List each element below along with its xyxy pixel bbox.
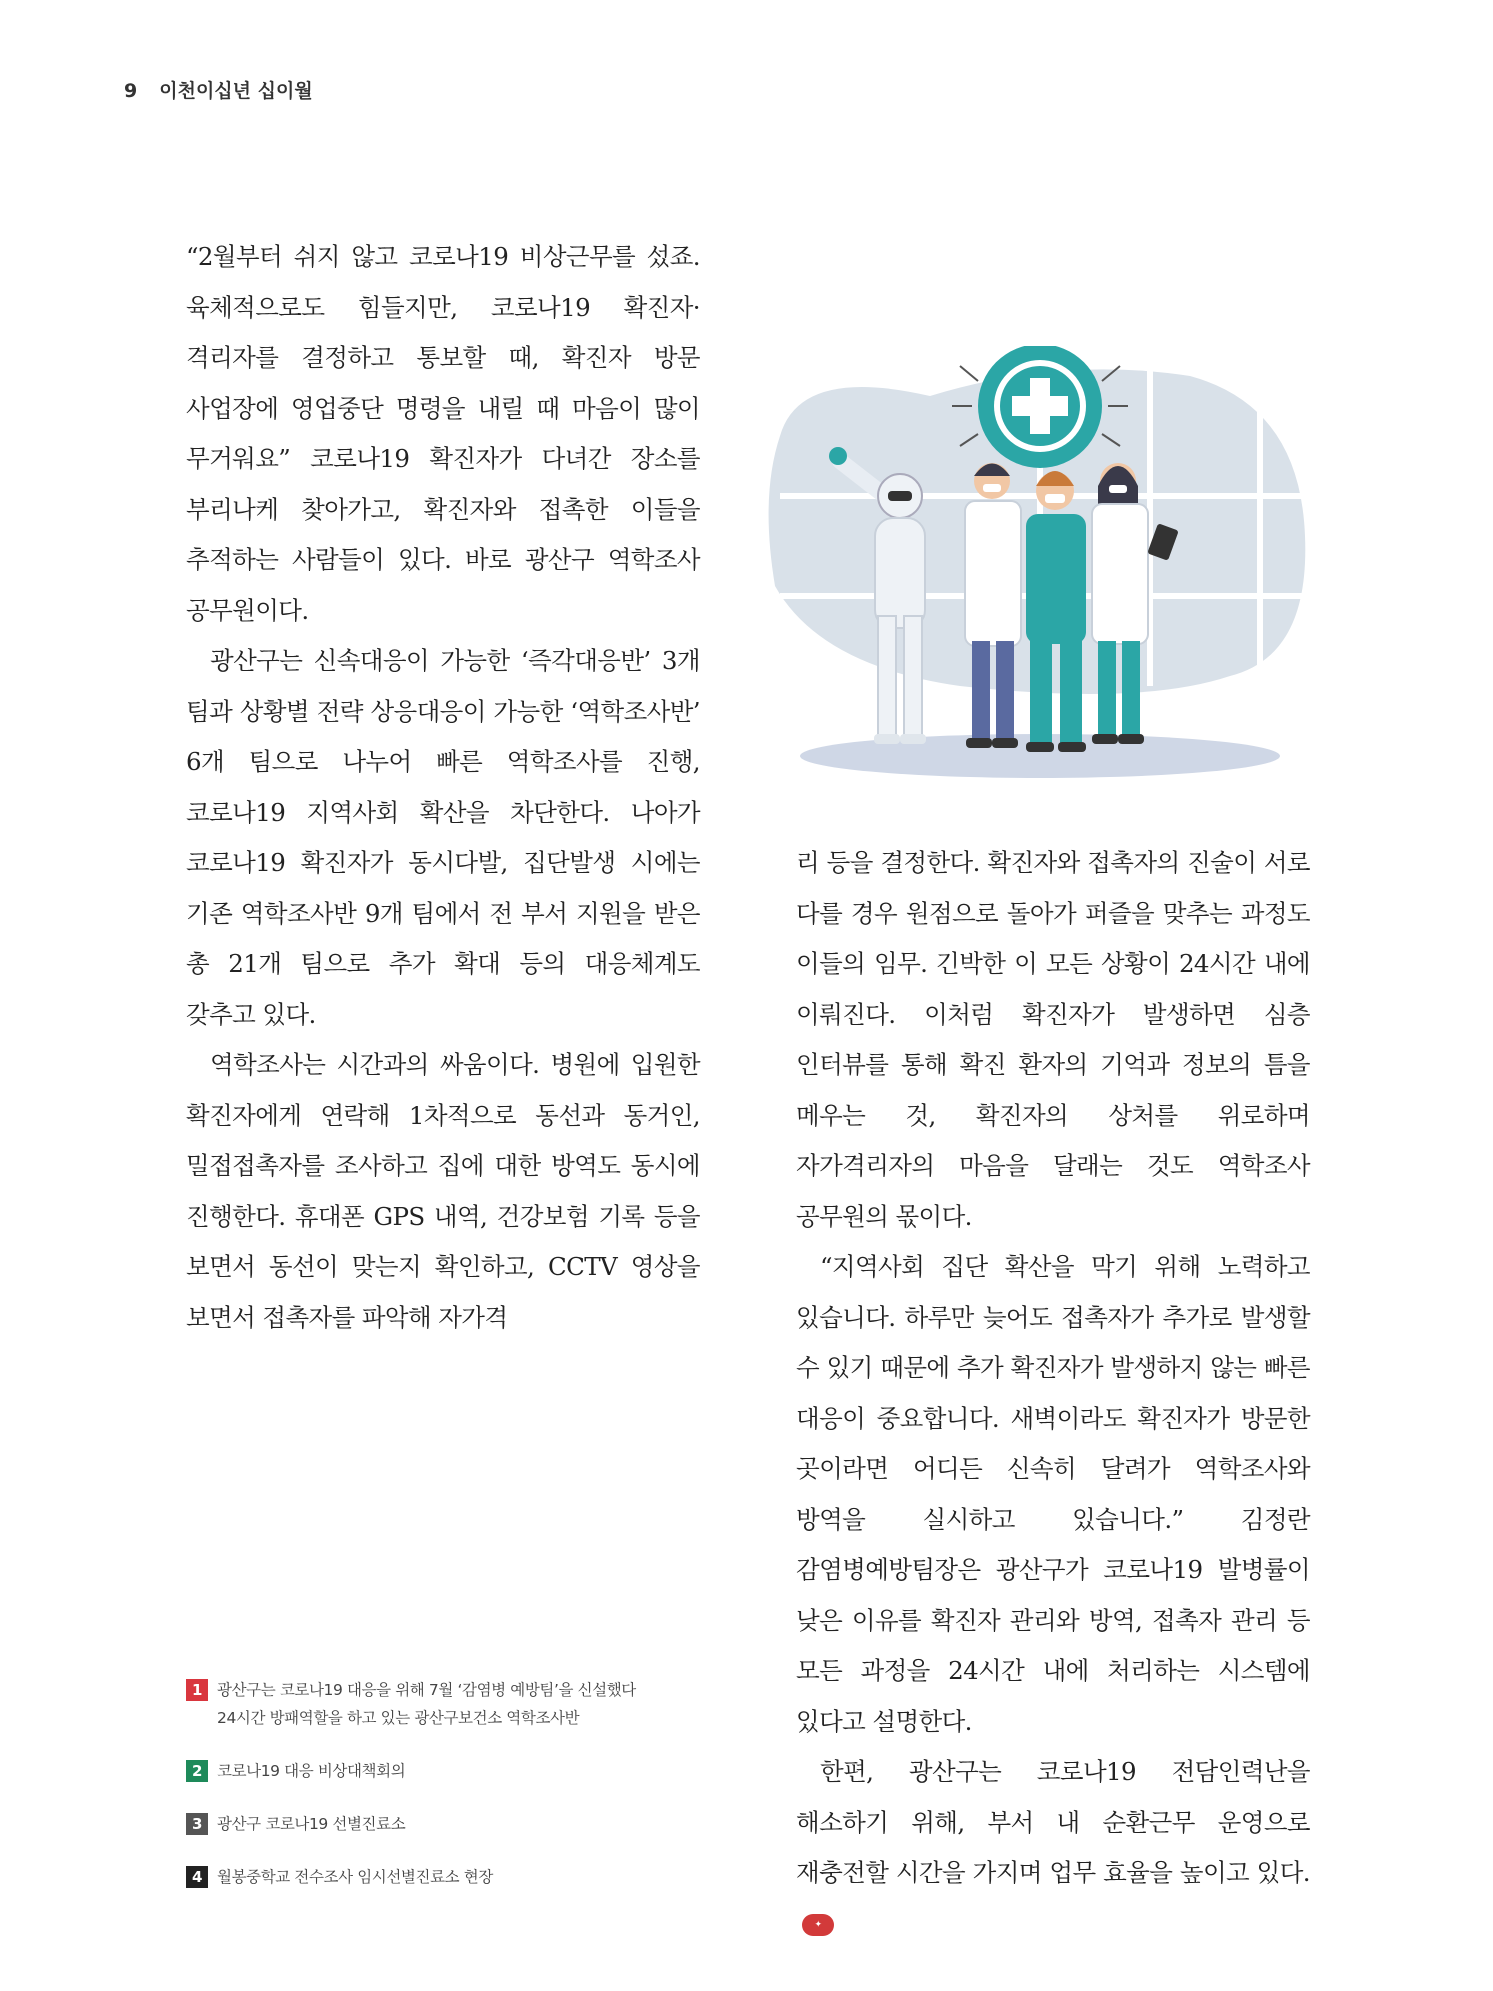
end-mark-icon: ✦ (802, 1914, 834, 1936)
caption-1 (186, 1676, 706, 1732)
caption-number-2: 2 (186, 1760, 208, 1782)
caption-number-1: 1 (186, 1679, 208, 1701)
page-header (124, 76, 313, 103)
paragraph-6 (796, 1747, 1310, 1949)
doctor-figure-male (965, 463, 1021, 748)
paragraph-4: 리 등을 결정한다. 확진자와 접촉자의 진술이 서로 다를 경우 원점으로 돌아가 퍼즐을 맞추는 과정도 이들의 임무. 긴박한 이 모든 상황이 24시간 내에 이뤄진다. 이처럼 확진자가 발생하면 심층 인터뷰를 통해 확진 환자의 기억과 정보의 틈을 메우는 것, 확진자의 상처를 위로하며 자가격리자의 마음을 달래는 것도 역학조사 공무원의 몫이다. (796, 848, 1310, 1231)
caption-3 (186, 1810, 706, 1838)
paragraph-1: “2월부터 쉬지 않고 코로나19 비상근무를 섰죠. 육체적으로도 힘들지만, 코로나19 확진자·격리자를 결정하고 통보할 때, 확진자 방문 사업장에 영업중단 명령을 내릴 때 마음이 많이 무거워요” 코로나19 확진자가 다녀간 장소를 부리나케 찾아가고, 확진자와 접촉한 이들을 추적하는 사람들이 있다. 바로 광산구 역학조사 공무원이다. (186, 242, 700, 625)
caption-number-4: 4 (186, 1866, 208, 1888)
caption-1-line-1: 광산구는 코로나19 대응을 위해 7월 ‘감염병 예방팀’을 신설했다 (217, 1681, 636, 1699)
cross-icon (978, 346, 1102, 468)
caption-2-line-1: 코로나19 대응 비상대책회의 (217, 1762, 406, 1780)
caption-2 (186, 1757, 706, 1785)
right-text-column (796, 838, 1310, 1949)
photo-captions (186, 1676, 706, 1916)
caption-4 (186, 1863, 706, 1891)
paragraph-5: “지역사회 집단 확산을 막기 위해 노력하고 있습니다. 하루만 늦어도 접촉자가 추가로 발생할 수 있기 때문에 추가 확진자가 발생하지 않는 빠른 대응이 중요합니다. 새벽이라도 확진자가 방문한 곳이라면 어디든 신속히 달려가 역학조사와 방역을 실시하고 있습니다.” 김정란 감염병예방팀장은 광산구가 코로나19 발병률이 낮은 이유를 확진자 관리와 방역, 접촉자 관리 등 모든 과정을 24시간 내에 처리하는 시스템에 있다고 설명한다. (796, 1252, 1310, 1736)
medical-staff-illustration (760, 346, 1320, 786)
caption-4-line-1: 월봉중학교 전수조사 임시선별진료소 현장 (217, 1868, 493, 1886)
paragraph-2: 광산구는 신속대응이 가능한 ‘즉각대응반’ 3개 팀과 상황별 전략 상응대응이 가능한 ‘역학조사반’ 6개 팀으로 나누어 빠른 역학조사를 진행, 코로나19 지역사회 확산을 차단한다. 나아가 코로나19 확진자가 동시다발, 집단발생 시에는 기존 역학조사반 9개 팀에서 전 부서 지원을 받은 총 21개 팀으로 추가 확대 등의 대응체계도 갖추고 있다. (186, 646, 700, 1029)
paragraph-3: 역학조사는 시간과의 싸움이다. 병원에 입원한 확진자에게 연락해 1차적으로 동선과 동거인, 밀접접촉자를 조사하고 집에 대한 방역도 동시에 진행한다. 휴대폰 GPS 내역, 건강보험 기록 등을 보면서 동선이 맞는지 확인하고, CCTV 영상을 보면서 접촉자를 파악해 자가격 (186, 1050, 700, 1332)
caption-1-line-2: 24시간 방패역할을 하고 있는 광산구보건소 역학조사반 (217, 1709, 580, 1727)
paragraph-6-text: 한편, 광산구는 코로나19 전담인력난을 해소하기 위해, 부서 내 순환근무 운영으로 재충전할 시간을 가지며 업무 효율을 높이고 있다. (796, 1757, 1310, 1887)
caption-number-3: 3 (186, 1813, 208, 1835)
page-number: 9 (124, 80, 138, 102)
caption-3-line-1: 광산구 코로나19 선별진료소 (217, 1815, 406, 1833)
left-text-column (186, 232, 700, 1343)
magazine-issue-title: 이천이십년 십이월 (159, 80, 313, 102)
